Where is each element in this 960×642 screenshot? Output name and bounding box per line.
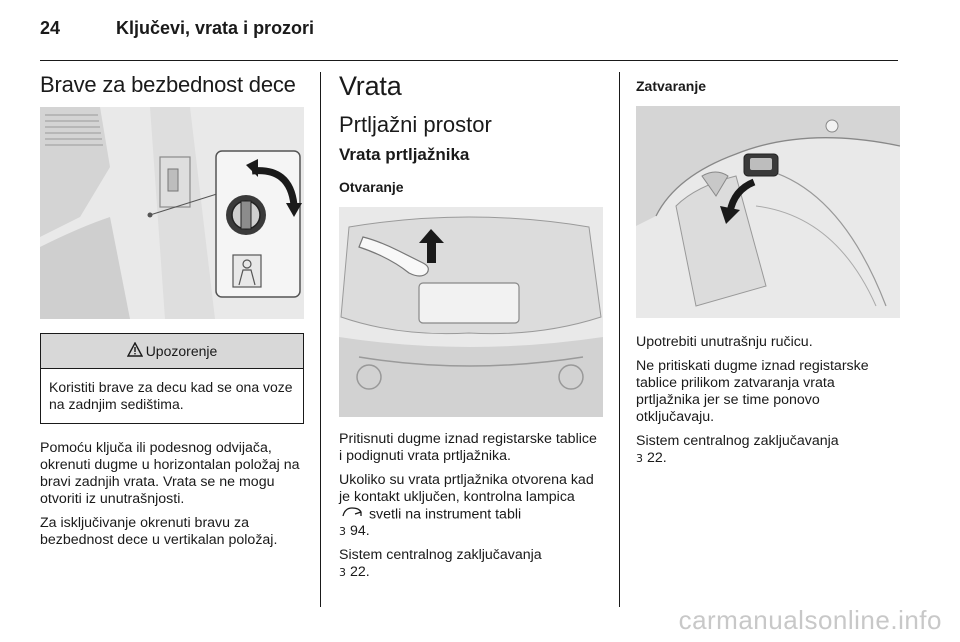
page-reference-22[interactable]: 22. <box>646 450 667 466</box>
tailgate-opening-illustration <box>339 207 603 417</box>
column-tailgate-closing <box>636 72 900 467</box>
watermark: carmanualsonline.info <box>678 605 942 635</box>
paragraph-tailgate-warning-lamp <box>339 472 603 540</box>
section-title-child-locks: Brave za bezbednost dece <box>40 72 296 97</box>
warning-box <box>40 333 304 424</box>
paragraph-do-not-press-button: Ne pritiskati dugme iznad registarske tablice prilikom zatvaranja vrata prtljažnika jer se time ponovo otključavaju. <box>636 358 869 425</box>
page-reference-arrow: 3 <box>339 525 346 539</box>
paragraph-central-locking-ref <box>636 433 900 467</box>
column-divider-2 <box>619 72 620 607</box>
paragraph-child-lock-release: Za isključivanje okrenuti bravu za bezbednost dece u vertikalan položaj. <box>40 515 278 549</box>
section-subtitle-load-compartment: Prtljažni prostor <box>339 111 492 137</box>
section-title-doors: Vrata <box>339 71 402 101</box>
section-heading-tailgate: Vrata prtljažnika <box>339 144 470 164</box>
warning-text: Koristiti brave za decu kad se ona voze na zadnjim sedištima. <box>49 379 293 413</box>
subsection-closing: Zatvaranje <box>636 78 707 94</box>
paragraph-text-a: Ukoliko su vrata prtljažnika otvorena kad je kontakt uključen, kontrolna lampica <box>339 471 594 505</box>
column-divider-1 <box>320 72 321 607</box>
warning-triangle-icon <box>127 342 143 360</box>
paragraph-text-b: svetli na instrument tabli <box>368 506 522 523</box>
paragraph-central-locking-ref <box>339 547 603 581</box>
page-reference-arrow: 3 <box>339 566 346 580</box>
column-tailgate-opening <box>339 72 603 581</box>
child-lock-illustration <box>40 107 304 319</box>
page-reference-22[interactable]: 22. <box>349 564 370 581</box>
open-tailgate-lamp-icon <box>341 506 363 523</box>
page-reference-arrow: 3 <box>636 452 643 465</box>
chapter-title: Ključevi, vrata i prozori <box>116 18 315 38</box>
central-locking-text: Sistem centralnog zaključavanja <box>636 433 839 449</box>
central-locking-text: Sistem centralnog zaključavanja <box>339 547 542 564</box>
paragraph-open-tailgate: Pritisnuti dugme iznad registarske tablice i podignuti vrata prtljažnika. <box>339 430 597 464</box>
page-header <box>40 18 314 50</box>
paragraph-use-inner-handle: Upotrebiti unutrašnju ručicu. <box>636 334 813 350</box>
warning-header <box>41 334 303 369</box>
warning-heading: Upozorenje <box>145 343 218 360</box>
header-rule <box>40 60 898 61</box>
column-child-locks <box>40 72 304 549</box>
page-reference-94[interactable]: 94. <box>349 523 370 540</box>
paragraph-child-lock-engage: Pomoću ključa ili podesnog odvijača, okrenuti dugme u horizontalan položaj na bravi zadnjih vrata. Vrata se ne mogu otvoriti iz unutrašnjosti. <box>40 440 300 508</box>
tailgate-closing-illustration <box>636 106 900 318</box>
page-number: 24 <box>40 18 61 38</box>
subsection-opening: Otvaranje <box>339 178 404 195</box>
